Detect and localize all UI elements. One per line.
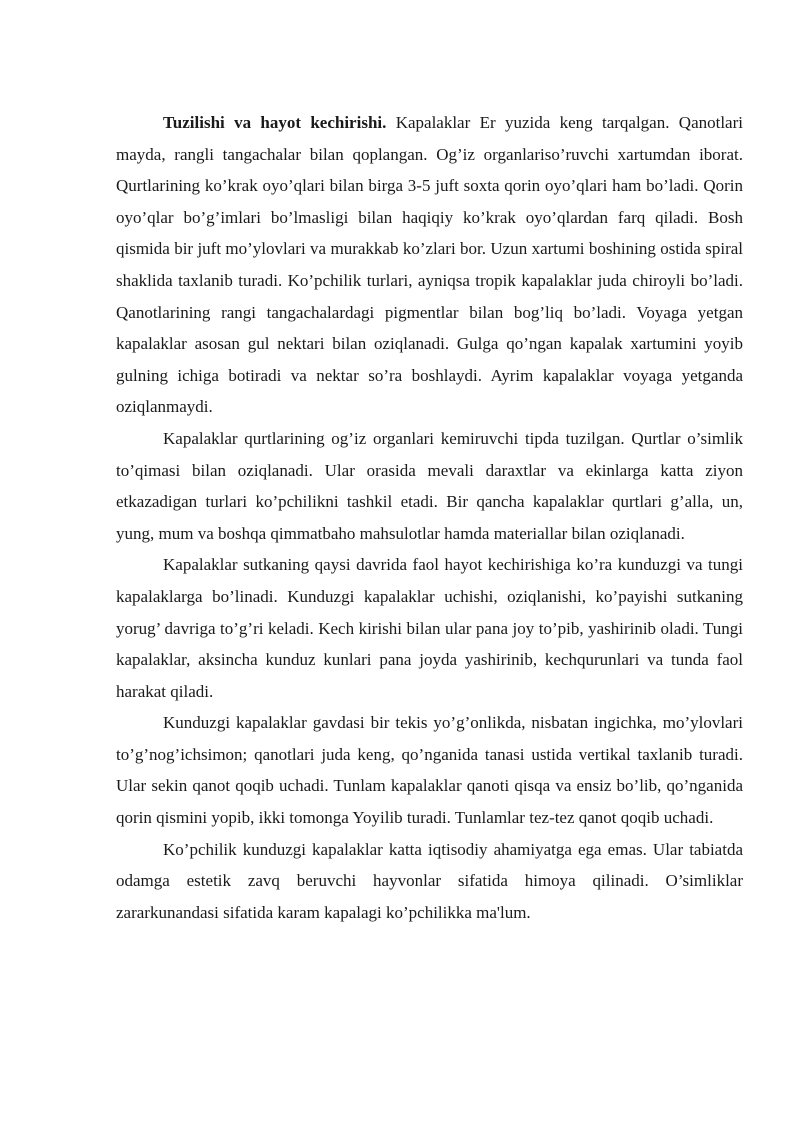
document-page bbox=[116, 107, 743, 928]
paragraph-day-night-activity: Kapalaklar sutkaning qaysi davrida faol hayot kechirishiga ko’ra kunduzgi va tungi kapalaklarga bo’linadi. Kunduzgi kapalaklar uchishi, oziqlanishi, ko’payishi sutkaning yorug’ davriga to’g’ri keladi. Kech kirishi bilan ular pana joy to’pib, yashirinib oladi. Tungi kapalaklar, aksincha kunduz kunlari pana joyda yashirinib, kechqurunlari va tunda faol harakat qiladi. bbox=[116, 555, 743, 701]
paragraph-structure-and-life bbox=[116, 107, 743, 423]
paragraph-economic-importance: Ko’pchilik kunduzgi kapalaklar katta iqtisodiy ahamiyatga ega emas. Ular tabiatda odamga estetik zavq beruvchi hayvonlar sifatida himoya qilinadi. O’simliklar zararkunandasi sifatida karam kapalagi ko’pchilikka ma'lum. bbox=[116, 839, 743, 922]
paragraph-body-wings: Kunduzgi kapalaklar gavdasi bir tekis yo’g’onlikda, nisbatan ingichka, mo’ylovlari to’g’nog’ichsimon; qanotlari juda keng, qo’nganida tanasi ustida vertikal taxlanib turadi. Ular sekin qanot qoqib uchadi. Tunlam kapalaklar qanoti qisqa va ensiz bo’lib, qo’nganida qorin qismini yopib, ikki tomonga Yoyilib turadi. Tunlamlar tez-tez qanot qoqib uchadi. bbox=[116, 713, 743, 828]
paragraph-caterpillar-feeding: Kapalaklar qurtlarining og’iz organlari kemiruvchi tipda tuzilgan. Qurtlar o’simlik to’qimasi bilan oziqlanadi. Ular orasida mevali daraxtlar va ekinlarga katta ziyon etkazadigan turlari ko’pchilikni tashkil etadi. Bir qancha kapalaklar qurtlari g’alla, un, yung, mum va boshqa qimmatbaho mahsulotlar hamda materiallar bilan oziqlanadi. bbox=[116, 428, 743, 543]
paragraph-text: Kapalaklar Er yuzida keng tarqalgan. Qanotlari mayda, rangli tangachalar bilan qoplangan. Og’iz organlariso’ruvchi xartumdan iborat. Qurtlarining ko’krak oyo’qlari bilan birga 3-5 juft soxta qorin oyo’qlari ham bo’ladi. Qorin oyo’qlar bo’g’imlari bo’lmasligi bilan haqiqiy ko’krak oyo’qlardan farq qiladi. Bosh qismida bir juft mo’ylovlari va murakkab ko’zlari bor. Uzun xartumi boshining ostida spiral shaklida taxlanib turadi. Ko’pchilik turlari, ayniqsa tropik kapalaklar juda chiroyli bo’ladi. Qanotlarining rangi tangachalardagi pigmentlar bilan bog’liq bo’ladi. Voyaga yetgan kapalaklar asosan gul nektari bilan oziqlanadi. Gulga qo’ngan kapalak xartumini yoyib gulning ichiga botiradi va nektar so’ra boshlaydi. Ayrim kapalaklar voyaga yetganda oziqlanmaydi. bbox=[116, 113, 743, 417]
section-heading: Tuzilishi va hayot kechirishi. bbox=[163, 113, 387, 132]
